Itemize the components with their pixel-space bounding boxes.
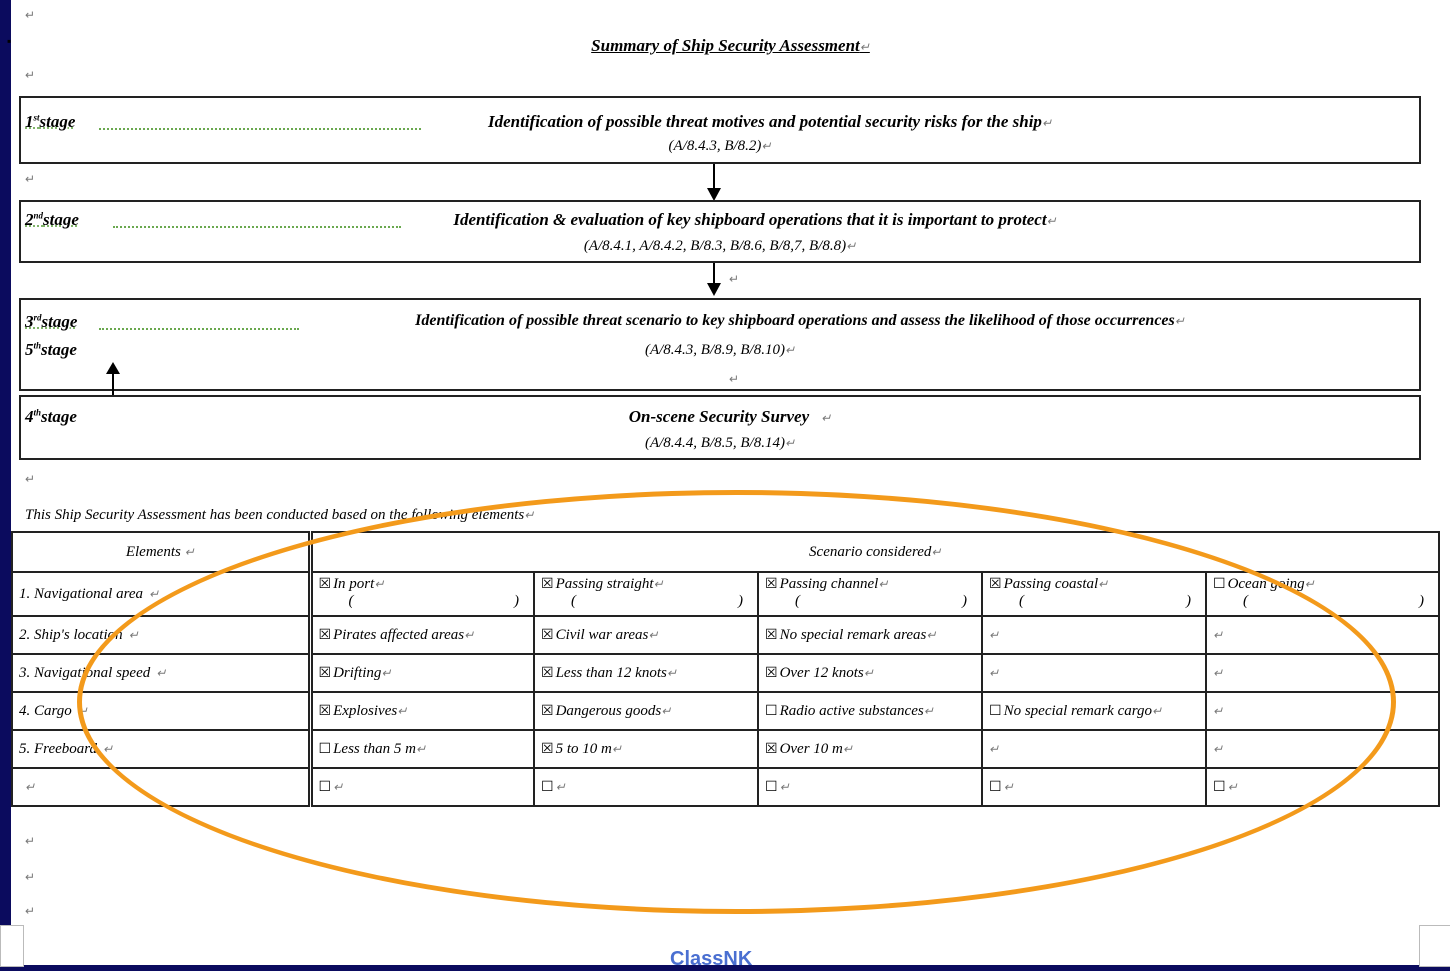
checked-checkbox[interactable]: ☒ [318, 576, 332, 592]
scenario-label: Over 10 m [779, 740, 843, 757]
empty-checkbox[interactable]: ☐ [1213, 778, 1226, 795]
checked-checkbox[interactable]: ☒ [541, 664, 554, 681]
stage-3-box [19, 298, 1421, 391]
empty-checkbox[interactable]: ☐ [765, 702, 778, 719]
stage-2-reference: (A/8.4.1, A/8.4.2, B/8.3, B/8.6, B/8,7, B/8.8)↵ [583, 238, 857, 254]
scenario-cell: ☒ Less than 12 knots↵ [534, 654, 758, 692]
paragraph-mark: ↵ [25, 472, 36, 486]
stage-4-reference: (A/8.4.4, B/8.5, B/8.14)↵ [644, 435, 796, 451]
stage-1-title: Identification of possible threat motives and potential security risks for the ship↵ [487, 112, 1052, 131]
scenario-cell: ☐ No special remark cargo↵ [982, 692, 1206, 730]
table-row [12, 768, 1439, 806]
element-cell: 2. Ship's location ↵ [12, 616, 310, 654]
blank-parentheses: ( ) [795, 593, 967, 609]
blank-parentheses: ( ) [1243, 593, 1425, 609]
checked-checkbox[interactable]: ☒ [989, 576, 1002, 592]
scenario-cell: ↵ [1206, 616, 1439, 654]
scenario-cell: ☐ ↵ [1206, 768, 1439, 806]
element-cell: ↵ [12, 768, 310, 806]
bullet-mark: ▪ [7, 34, 12, 48]
table-row [12, 730, 1439, 768]
scenario-cell: ☒ In port↵ ( ) [310, 572, 534, 616]
arrow-down-icon [704, 164, 724, 202]
page-corner-right [1419, 925, 1450, 967]
scenario-label: 5 to 10 m [555, 740, 612, 757]
scenario-label: Pirates affected areas [333, 626, 465, 643]
stage-1-reference: (A/8.4.3, B/8.2)↵ [668, 138, 772, 154]
arrow-down-icon [704, 263, 724, 299]
scenario-label: Passing coastal [1003, 576, 1099, 592]
scenario-cell: ☒ Civil war areas↵ [534, 616, 758, 654]
scenario-label: Less than 12 knots [555, 664, 667, 681]
blank-parentheses: ( ) [348, 593, 519, 609]
scenario-cell: ☐ Radio active substances↵ [758, 692, 982, 730]
table-row [12, 692, 1439, 730]
header-elements: Elements ↵ [12, 532, 310, 572]
scenario-cell: ↵ [982, 730, 1206, 768]
scenario-cell: ☐ ↵ [534, 768, 758, 806]
header-scenario: Scenario considered↵ [310, 532, 1439, 572]
elements-table [11, 531, 1440, 807]
checked-checkbox[interactable]: ☒ [541, 626, 554, 643]
scenario-cell: ☐ ↵ [310, 768, 534, 806]
stage-5-label: 5thstage [25, 340, 77, 359]
checked-checkbox[interactable]: ☒ [541, 702, 554, 719]
stage-3-reference: (A/8.4.3, B/8.9, B/8.10)↵ [644, 342, 796, 358]
scenario-cell: ☒ Pirates affected areas↵ [310, 616, 534, 654]
scenario-cell: ☒ Explosives↵ [310, 692, 534, 730]
scenario-label: Civil war areas [555, 626, 649, 643]
table-row [12, 654, 1439, 692]
empty-checkbox[interactable]: ☐ [318, 740, 332, 757]
scenario-label: Over 12 knots [779, 664, 864, 681]
blank-parentheses: ( ) [571, 593, 743, 609]
table-header-row [12, 532, 1439, 572]
scenario-cell: ☒ Over 12 knots↵ [758, 654, 982, 692]
scenario-cell: ☒ 5 to 10 m↵ [534, 730, 758, 768]
scenario-cell: ☒ Drifting↵ [310, 654, 534, 692]
stage-4-label: 4thstage [25, 407, 77, 426]
classnk-logo: ClassNK [670, 948, 753, 970]
checked-checkbox[interactable]: ☒ [765, 626, 778, 643]
paragraph-mark: ↵ [25, 834, 36, 848]
document-page [7, 0, 1450, 970]
scenario-cell: ☒ Passing channel↵ ( ) [758, 572, 982, 616]
paragraph-mark: ↵ [729, 272, 740, 286]
scenario-cell: ☒ Passing coastal↵ ( ) [982, 572, 1206, 616]
scenario-cell: ↵ [1206, 654, 1439, 692]
scenario-label: In port [333, 576, 375, 592]
checked-checkbox[interactable]: ☒ [541, 740, 554, 757]
arrow-up-icon [103, 362, 123, 398]
document-title: Summary of Ship Security Assessment↵ [591, 36, 870, 55]
stage-2-title: Identification & evaluation of key shipboard operations that it is important to protect↵ [453, 210, 1057, 229]
scenario-cell: ☒ Over 10 m↵ [758, 730, 982, 768]
checked-checkbox[interactable]: ☒ [318, 626, 332, 643]
empty-checkbox[interactable]: ☐ [765, 778, 778, 795]
stage-1-label: 1ststage [25, 112, 76, 131]
element-cell: 5. Freeboard ↵ [12, 730, 310, 768]
checked-checkbox[interactable]: ☒ [318, 702, 332, 719]
page-corner-left [0, 925, 24, 967]
scenario-label: Dangerous goods [555, 702, 662, 719]
stage-1-box [19, 96, 1421, 164]
checked-checkbox[interactable]: ☒ [541, 576, 554, 592]
scenario-label: Passing straight [555, 576, 654, 592]
checked-checkbox[interactable]: ☒ [318, 664, 332, 681]
table-row [12, 572, 1439, 616]
empty-checkbox[interactable]: ☐ [318, 778, 332, 795]
scenario-cell: ☐ Less than 5 m↵ [310, 730, 534, 768]
scenario-cell: ↵ [982, 616, 1206, 654]
scenario-cell: ↵ [1206, 730, 1439, 768]
empty-checkbox[interactable]: ☐ [989, 702, 1002, 719]
empty-checkbox[interactable]: ☐ [541, 778, 554, 795]
paragraph-mark: ↵ [25, 8, 36, 22]
paragraph-mark: ↵ [729, 372, 740, 386]
checked-checkbox[interactable]: ☒ [765, 664, 778, 681]
paragraph-mark: ↵ [25, 904, 36, 918]
intro-text: This Ship Security Assessment has been conducted based on the following elements↵ [25, 507, 535, 523]
blank-parentheses: ( ) [1019, 593, 1191, 609]
table-row [12, 616, 1439, 654]
paragraph-mark: ↵ [25, 172, 36, 186]
scenario-cell: ☐ Ocean going↵ ( ) [1206, 572, 1439, 616]
checked-checkbox[interactable]: ☒ [765, 740, 778, 757]
stage-2-box [19, 200, 1421, 263]
scenario-cell: ☒ Passing straight↵ ( ) [534, 572, 758, 616]
scenario-cell: ☒ Dangerous goods↵ [534, 692, 758, 730]
empty-checkbox[interactable]: ☐ [989, 778, 1002, 795]
scenario-label: Less than 5 m [333, 740, 416, 757]
scenario-label: Ocean going [1227, 576, 1305, 592]
element-cell: 4. Cargo ↵ [12, 692, 310, 730]
scenario-cell: ↵ [982, 654, 1206, 692]
paragraph-mark: ↵ [25, 68, 36, 82]
scenario-label: No special remark cargo [1003, 702, 1153, 719]
stage-4-box [19, 395, 1421, 460]
stage-3-label: 3rdstage [25, 312, 78, 331]
stage-2-label: 2ndstage [25, 210, 79, 229]
empty-checkbox[interactable]: ☐ [1213, 576, 1226, 592]
element-cell: 1. Navigational area ↵ [12, 572, 310, 616]
scenario-cell: ☒ No special remark areas↵ [758, 616, 982, 654]
element-cell: 3. Navigational speed ↵ [12, 654, 310, 692]
scenario-label: Passing channel [779, 576, 879, 592]
scenario-cell: ☐ ↵ [758, 768, 982, 806]
stage-4-title: On-scene Security Survey ↵ [628, 407, 832, 426]
scenario-label: No special remark areas [779, 626, 927, 643]
checked-checkbox[interactable]: ☒ [765, 576, 778, 592]
scenario-label: Drifting [333, 664, 382, 681]
paragraph-mark: ↵ [25, 870, 36, 884]
scenario-label: Explosives [333, 702, 398, 719]
scenario-cell: ↵ [1206, 692, 1439, 730]
stage-3-title: Identification of possible threat scenario to key shipboard operations and assess the likelihood of those occurrences↵ [415, 312, 1185, 329]
scenario-cell: ☐ ↵ [982, 768, 1206, 806]
scenario-label: Radio active substances [779, 702, 924, 719]
